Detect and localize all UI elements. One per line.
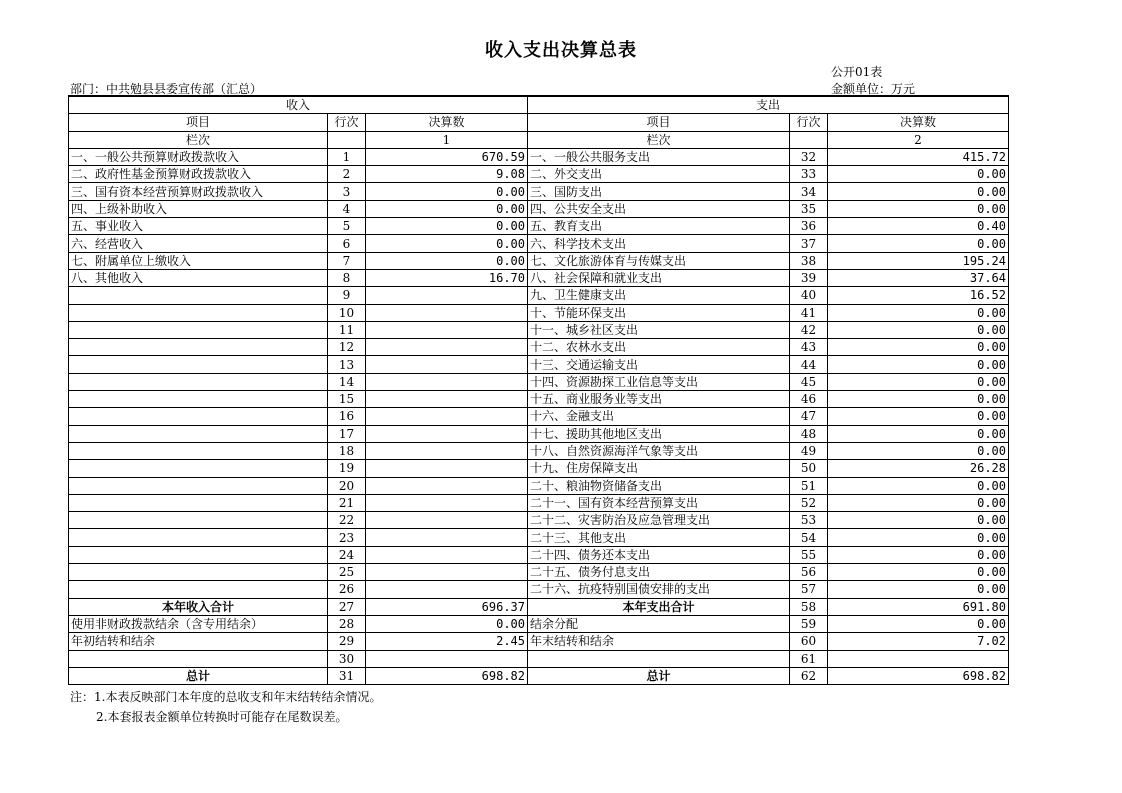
department-label: 部门：中共勉县县委宣传部（汇总） (70, 82, 263, 96)
expense-item-cell: 十三、交通运输支出 (528, 356, 790, 373)
expense-amount-cell: 0.00 (828, 442, 1009, 459)
expense-rowno-cell: 45 (790, 373, 828, 390)
expense-item-cell: 十四、资源勘探工业信息等支出 (528, 373, 790, 390)
income-rowno-cell: 20 (328, 477, 366, 494)
expense-item-cell: 二、外交支出 (528, 166, 790, 183)
expense-amount-cell: 0.00 (828, 321, 1009, 338)
table-row (69, 408, 1009, 425)
expense-item-cell: 年末结转和结余 (528, 633, 790, 650)
table-row (69, 615, 1009, 632)
expense-amount-cell: 691.80 (828, 598, 1009, 615)
expense-amount-cell: 7.02 (828, 633, 1009, 650)
income-item-cell: 二、政府性基金预算财政拨款收入 (69, 166, 328, 183)
income-rowno-cell: 5 (328, 218, 366, 235)
expense-rowno-cell: 57 (790, 581, 828, 598)
income-rowno-cell: 31 (328, 667, 366, 684)
expense-amount-cell: 0.00 (828, 581, 1009, 598)
expense-rowno-cell: 48 (790, 425, 828, 442)
income-rowno-cell: 6 (328, 235, 366, 252)
income-rowno-cell: 21 (328, 494, 366, 511)
expense-rowno-cell: 42 (790, 321, 828, 338)
income-amount-cell: 0.00 (366, 235, 528, 252)
expense-rowno-cell: 58 (790, 598, 828, 615)
expense-rowno-cell: 56 (790, 564, 828, 581)
expense-item-cell: 二十三、其他支出 (528, 529, 790, 546)
expense-rowno-cell: 39 (790, 269, 828, 286)
expense-amount-cell (828, 650, 1009, 667)
expense-rowno-cell: 51 (790, 477, 828, 494)
income-item-cell (69, 546, 328, 563)
expense-rowno-cell: 44 (790, 356, 828, 373)
expense-amount-cell: 0.00 (828, 356, 1009, 373)
income-amount-cell (366, 287, 528, 304)
expense-amount-cell: 0.00 (828, 408, 1009, 425)
income-amount-cell (366, 564, 528, 581)
income-amount-cell (366, 391, 528, 408)
expense-amount-cell: 0.00 (828, 494, 1009, 511)
unit-label: 金额单位：万元 (831, 82, 916, 96)
expense-rowno-cell: 34 (790, 183, 828, 200)
expense-item-cell (528, 650, 790, 667)
table-row (69, 512, 1009, 529)
expense-rowno-cell: 43 (790, 339, 828, 356)
table-row (69, 200, 1009, 217)
income-amount-cell (366, 425, 528, 442)
income-rowno-cell: 27 (328, 598, 366, 615)
expense-amount-cell: 0.00 (828, 235, 1009, 252)
income-rowno-cell: 26 (328, 581, 366, 598)
expense-item-cell: 七、文化旅游体育与传媒支出 (528, 252, 790, 269)
expense-item-cell: 二十六、抗疫特别国债安排的支出 (528, 581, 790, 598)
income-rowno-cell: 9 (328, 287, 366, 304)
income-amount-cell (366, 339, 528, 356)
income-item-cell: 四、上级补助收入 (69, 200, 328, 217)
expense-rowno-cell: 36 (790, 218, 828, 235)
expense-amount-cell: 0.00 (828, 166, 1009, 183)
expense-amount-cell: 0.00 (828, 477, 1009, 494)
expense-rowno-cell: 47 (790, 408, 828, 425)
income-item-cell (69, 425, 328, 442)
table-row (69, 166, 1009, 183)
income-amount-cell: 9.08 (366, 166, 528, 183)
income-item-cell (69, 494, 328, 511)
expense-item-cell: 六、科学技术支出 (528, 235, 790, 252)
income-rowno-cell: 30 (328, 650, 366, 667)
income-item-cell: 本年收入合计 (69, 598, 328, 615)
expense-item-cell: 八、社会保障和就业支出 (528, 269, 790, 286)
expense-section-header: 支出 (528, 96, 1009, 114)
income-item-cell: 五、事业收入 (69, 218, 328, 235)
expense-item-cell: 十二、农林水支出 (528, 339, 790, 356)
table-row (69, 650, 1009, 667)
income-amount-cell (366, 442, 528, 459)
income-amount-cell (366, 373, 528, 390)
income-rowno-cell: 16 (328, 408, 366, 425)
income-rowno-cell: 8 (328, 269, 366, 286)
table-row (69, 581, 1009, 598)
expense-amount-cell: 0.00 (828, 200, 1009, 217)
expense-rowno-cell: 60 (790, 633, 828, 650)
income-item-cell (69, 391, 328, 408)
expense-rowno-header: 行次 (790, 114, 828, 131)
income-item-cell (69, 564, 328, 581)
income-rowno-cell: 23 (328, 529, 366, 546)
income-column-index: 1 (366, 131, 528, 148)
expense-item-cell: 九、卫生健康支出 (528, 287, 790, 304)
footnote-1: 注：1.本表反映部门本年度的总收支和年末结转结余情况。 (70, 690, 382, 704)
table-row (69, 373, 1009, 390)
expense-item-cell: 二十一、国有资本经营预算支出 (528, 494, 790, 511)
expense-rowno-cell: 61 (790, 650, 828, 667)
expense-item-cell: 总计 (528, 667, 790, 684)
expense-rowno-cell: 54 (790, 529, 828, 546)
income-rowno-cell: 25 (328, 564, 366, 581)
income-item-cell: 八、其他收入 (69, 269, 328, 286)
expense-item-cell: 二十五、债务付息支出 (528, 564, 790, 581)
income-rowno-cell: 22 (328, 512, 366, 529)
income-amount-cell: 0.00 (366, 252, 528, 269)
expense-amount-cell: 195.24 (828, 252, 1009, 269)
expense-item-cell: 五、教育支出 (528, 218, 790, 235)
table-row (69, 667, 1009, 684)
expense-rowno-cell: 59 (790, 615, 828, 632)
income-item-cell (69, 650, 328, 667)
income-item-cell (69, 321, 328, 338)
expense-item-cell: 二十四、债务还本支出 (528, 546, 790, 563)
table-row (69, 287, 1009, 304)
income-amount-cell: 670.59 (366, 148, 528, 165)
expense-rowno-cell: 33 (790, 166, 828, 183)
expense-amount-cell: 0.00 (828, 304, 1009, 321)
expense-amount-header: 决算数 (828, 114, 1009, 131)
income-amount-cell: 2.45 (366, 633, 528, 650)
income-rowno-cell: 28 (328, 615, 366, 632)
income-rowno-cell: 24 (328, 546, 366, 563)
income-item-cell (69, 512, 328, 529)
income-amount-cell (366, 356, 528, 373)
expense-amount-cell: 0.00 (828, 615, 1009, 632)
table-row (69, 598, 1009, 615)
income-amount-cell (366, 494, 528, 511)
income-rowno-cell: 4 (328, 200, 366, 217)
expense-rowno-cell: 40 (790, 287, 828, 304)
income-rowno-cell: 7 (328, 252, 366, 269)
expense-rowno-cell: 49 (790, 442, 828, 459)
expense-amount-cell: 37.64 (828, 269, 1009, 286)
income-amount-cell (366, 460, 528, 477)
income-item-cell (69, 304, 328, 321)
table-row (69, 494, 1009, 511)
expense-item-cell: 四、公共安全支出 (528, 200, 790, 217)
income-amount-cell (366, 321, 528, 338)
table-row (69, 425, 1009, 442)
income-amount-cell (366, 304, 528, 321)
form-number: 公开01表 (831, 65, 883, 79)
expense-item-cell: 本年支出合计 (528, 598, 790, 615)
income-item-cell (69, 529, 328, 546)
section-header-row (69, 96, 1009, 114)
expense-item-cell: 十九、住房保障支出 (528, 460, 790, 477)
expense-amount-cell: 0.00 (828, 529, 1009, 546)
expense-rowno-cell: 53 (790, 512, 828, 529)
income-amount-cell (366, 546, 528, 563)
expense-item-cell: 十五、商业服务业等支出 (528, 391, 790, 408)
footnote-2: 2.本套报表金额单位转换时可能存在尾数误差。 (96, 710, 348, 724)
income-amount-cell: 0.00 (366, 615, 528, 632)
income-rowno-cell: 19 (328, 460, 366, 477)
income-rowno-cell: 1 (328, 148, 366, 165)
income-item-cell (69, 287, 328, 304)
table-row (69, 321, 1009, 338)
table-row (69, 460, 1009, 477)
expense-column-blank (790, 131, 828, 148)
income-item-cell: 三、国有资本经营预算财政拨款收入 (69, 183, 328, 200)
expense-rowno-cell: 35 (790, 200, 828, 217)
expense-rowno-cell: 52 (790, 494, 828, 511)
income-rowno-cell: 29 (328, 633, 366, 650)
page-title: 收入支出决算总表 (485, 40, 637, 61)
table-row (69, 252, 1009, 269)
expense-amount-cell: 26.28 (828, 460, 1009, 477)
income-amount-cell: 0.00 (366, 183, 528, 200)
income-rowno-cell: 14 (328, 373, 366, 390)
income-rowno-cell: 2 (328, 166, 366, 183)
income-item-cell (69, 339, 328, 356)
expense-amount-cell: 0.00 (828, 564, 1009, 581)
table-row (69, 477, 1009, 494)
income-item-cell (69, 477, 328, 494)
income-item-cell: 一、一般公共预算财政拨款收入 (69, 148, 328, 165)
income-amount-cell: 16.70 (366, 269, 528, 286)
expense-amount-cell: 0.00 (828, 391, 1009, 408)
income-item-cell (69, 442, 328, 459)
income-rowno-cell: 18 (328, 442, 366, 459)
expense-item-cell: 一、一般公共服务支出 (528, 148, 790, 165)
income-amount-cell (366, 650, 528, 667)
income-column-blank (328, 131, 366, 148)
expense-rowno-cell: 46 (790, 391, 828, 408)
income-amount-cell: 698.82 (366, 667, 528, 684)
income-rowno-cell: 10 (328, 304, 366, 321)
expense-column-label: 栏次 (528, 131, 790, 148)
expense-amount-cell: 0.00 (828, 425, 1009, 442)
expense-amount-cell: 0.00 (828, 546, 1009, 563)
expense-column-index: 2 (828, 131, 1009, 148)
table-row (69, 391, 1009, 408)
table-row (69, 269, 1009, 286)
income-item-cell: 七、附属单位上缴收入 (69, 252, 328, 269)
income-item-cell: 使用非财政拨款结余（含专用结余） (69, 615, 328, 632)
column-header-row (69, 114, 1009, 131)
expense-rowno-cell: 62 (790, 667, 828, 684)
income-rowno-cell: 3 (328, 183, 366, 200)
expense-item-header: 项目 (528, 114, 790, 131)
expense-rowno-cell: 55 (790, 546, 828, 563)
expense-rowno-cell: 32 (790, 148, 828, 165)
income-amount-cell (366, 408, 528, 425)
table-row (69, 304, 1009, 321)
income-amount-cell (366, 512, 528, 529)
expense-rowno-cell: 41 (790, 304, 828, 321)
table-row (69, 633, 1009, 650)
income-item-header: 项目 (69, 114, 328, 131)
income-expense-table (68, 95, 1009, 685)
income-item-cell (69, 356, 328, 373)
expense-item-cell: 二十二、灾害防治及应急管理支出 (528, 512, 790, 529)
expense-amount-cell: 0.00 (828, 512, 1009, 529)
income-rowno-cell: 11 (328, 321, 366, 338)
income-column-label: 栏次 (69, 131, 328, 148)
expense-amount-cell: 0.00 (828, 339, 1009, 356)
income-rowno-cell: 12 (328, 339, 366, 356)
table-row (69, 564, 1009, 581)
income-item-cell: 总计 (69, 667, 328, 684)
income-item-cell: 六、经营收入 (69, 235, 328, 252)
income-amount-cell (366, 581, 528, 598)
expense-rowno-cell: 50 (790, 460, 828, 477)
table-row (69, 148, 1009, 165)
column-index-row (69, 131, 1009, 148)
income-item-cell (69, 460, 328, 477)
income-rowno-cell: 17 (328, 425, 366, 442)
income-item-cell (69, 373, 328, 390)
expense-amount-cell: 415.72 (828, 148, 1009, 165)
expense-item-cell: 十八、自然资源海洋气象等支出 (528, 442, 790, 459)
expense-amount-cell: 698.82 (828, 667, 1009, 684)
income-item-cell (69, 581, 328, 598)
table-row (69, 546, 1009, 563)
expense-item-cell: 结余分配 (528, 615, 790, 632)
table-row (69, 218, 1009, 235)
income-amount-cell (366, 529, 528, 546)
income-rowno-header: 行次 (328, 114, 366, 131)
table-row (69, 235, 1009, 252)
income-amount-cell: 0.00 (366, 200, 528, 217)
expense-item-cell: 二十、粮油物资储备支出 (528, 477, 790, 494)
expense-amount-cell: 16.52 (828, 287, 1009, 304)
income-section-header: 收入 (69, 96, 528, 114)
income-amount-cell: 696.37 (366, 598, 528, 615)
expense-amount-cell: 0.40 (828, 218, 1009, 235)
expense-item-cell: 十、节能环保支出 (528, 304, 790, 321)
table-row (69, 442, 1009, 459)
expense-item-cell: 十七、援助其他地区支出 (528, 425, 790, 442)
income-item-cell (69, 408, 328, 425)
table-row (69, 356, 1009, 373)
table-row (69, 183, 1009, 200)
table-row (69, 339, 1009, 356)
income-rowno-cell: 15 (328, 391, 366, 408)
expense-rowno-cell: 38 (790, 252, 828, 269)
expense-item-cell: 十一、城乡社区支出 (528, 321, 790, 338)
expense-amount-cell: 0.00 (828, 373, 1009, 390)
income-amount-header: 决算数 (366, 114, 528, 131)
income-rowno-cell: 13 (328, 356, 366, 373)
expense-item-cell: 三、国防支出 (528, 183, 790, 200)
expense-amount-cell: 0.00 (828, 183, 1009, 200)
expense-rowno-cell: 37 (790, 235, 828, 252)
income-item-cell: 年初结转和结余 (69, 633, 328, 650)
expense-item-cell: 十六、金融支出 (528, 408, 790, 425)
income-amount-cell: 0.00 (366, 218, 528, 235)
income-amount-cell (366, 477, 528, 494)
table-row (69, 529, 1009, 546)
